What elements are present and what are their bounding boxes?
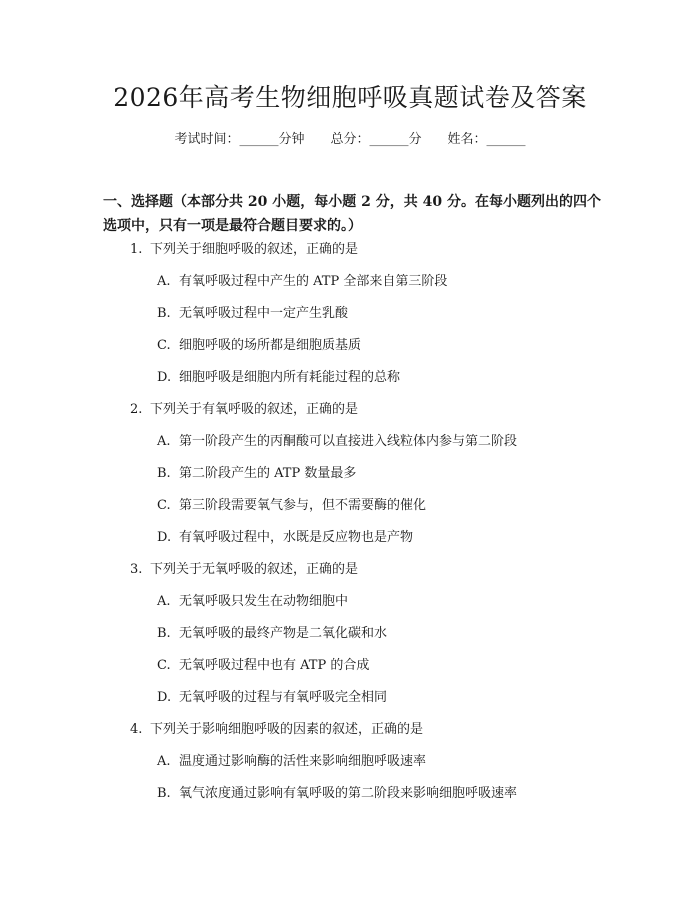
- answer-option: [157, 304, 700, 336]
- question-stem: [130, 720, 700, 752]
- section-heading: 一、选择题（本部分共 20 小题，每小题 2 分，共 40 分。在每小题列出的四个选项中，只有一项是最符合题目要求的。）: [103, 194, 601, 234]
- answer-option: [157, 784, 700, 816]
- answer-option: [157, 656, 700, 688]
- option-text: 有氧呼吸过程中产生的 ATP 全部来自第三阶段: [179, 274, 448, 289]
- option-text: 第三阶段需要氧气参与，但不需要酶的催化: [179, 498, 427, 513]
- question-text: 下列关于有氧呼吸的叙述，正确的是: [150, 402, 359, 417]
- option-label: B.: [157, 786, 171, 801]
- option-text: 无氧呼吸的最终产物是二氧化碳和水: [179, 626, 388, 641]
- option-label: A.: [157, 274, 171, 289]
- option-text: 第二阶段产生的 ATP 数量最多: [179, 466, 357, 481]
- answer-option: [157, 272, 700, 304]
- option-label: D.: [157, 530, 172, 545]
- answer-option: [157, 368, 700, 400]
- option-label: C.: [157, 338, 171, 353]
- option-label: A.: [157, 754, 171, 769]
- answer-option: [157, 432, 700, 464]
- answer-option: [157, 496, 700, 528]
- exam-meta: [0, 130, 700, 150]
- option-label: D.: [157, 690, 172, 705]
- option-text: 无氧呼吸过程中一定产生乳酸: [179, 306, 349, 321]
- question-number: 4.: [130, 722, 143, 737]
- option-text: 细胞呼吸是细胞内所有耗能过程的总称: [179, 370, 401, 385]
- question-stem: [130, 560, 700, 592]
- answer-option: [157, 336, 700, 368]
- option-text: 细胞呼吸的场所都是细胞质基质: [179, 338, 362, 353]
- question-number: 1.: [130, 242, 143, 257]
- answer-option: [157, 688, 700, 720]
- answer-option: [157, 624, 700, 656]
- question-list: [0, 240, 700, 816]
- question-text: 下列关于影响细胞呼吸的因素的叙述，正确的是: [150, 722, 424, 737]
- answer-option: [157, 752, 700, 784]
- question-number: 2.: [130, 402, 143, 417]
- option-label: D.: [157, 370, 172, 385]
- question-stem: [130, 240, 700, 272]
- option-text: 无氧呼吸只发生在动物细胞中: [179, 594, 349, 609]
- question-stem: [130, 400, 700, 432]
- option-text: 氧气浓度通过影响有氧呼吸的第二阶段来影响细胞呼吸速率: [179, 786, 518, 801]
- total-score-field: 总分：______分: [330, 132, 422, 147]
- option-label: C.: [157, 498, 171, 513]
- option-label: C.: [157, 658, 171, 673]
- answer-option: [157, 528, 700, 560]
- question-text: 下列关于无氧呼吸的叙述，正确的是: [150, 562, 359, 577]
- option-label: B.: [157, 306, 171, 321]
- answer-option: [157, 592, 700, 624]
- option-label: B.: [157, 466, 171, 481]
- option-text: 有氧呼吸过程中，水既是反应物也是产物: [179, 530, 414, 545]
- option-text: 无氧呼吸的过程与有氧呼吸完全相同: [179, 690, 388, 705]
- option-text: 无氧呼吸过程中也有 ATP 的合成: [179, 658, 370, 673]
- option-text: 第一阶段产生的丙酮酸可以直接进入线粒体内参与第二阶段: [179, 434, 518, 449]
- option-label: A.: [157, 434, 171, 449]
- exam-time-field: 考试时间：______分钟: [174, 132, 305, 147]
- page-title: 2026年高考生物细胞呼吸真题试卷及答案: [113, 83, 587, 112]
- option-text: 温度通过影响酶的活性来影响细胞呼吸速率: [179, 754, 427, 769]
- answer-option: [157, 464, 700, 496]
- question-text: 下列关于细胞呼吸的叙述，正确的是: [150, 242, 359, 257]
- question-number: 3.: [130, 562, 143, 577]
- option-label: A.: [157, 594, 171, 609]
- option-label: B.: [157, 626, 171, 641]
- student-name-field: 姓名：______: [447, 132, 526, 147]
